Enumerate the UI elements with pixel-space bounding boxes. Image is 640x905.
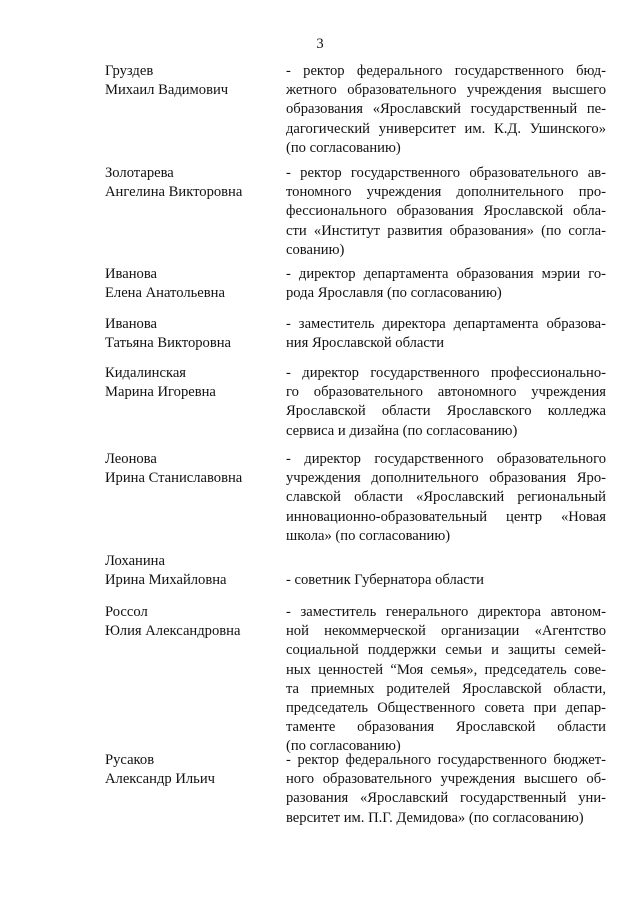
member-surname: Иванова [105,266,157,282]
member-given-names: Елена Анатольевна [105,285,225,302]
member-role [286,265,606,303]
member-entry [105,315,610,353]
member-name [105,265,286,303]
member-role-line: та приемных родителей Ярославской области, [286,680,606,697]
member-surname: Россол [105,604,148,620]
member-name [105,450,286,546]
member-surname: Русаков [105,752,155,768]
member-role [286,164,606,260]
member-role-line: ных ценностей “Моя семья», председатель сове- [286,661,606,678]
member-role-line: рода Ярославля (по согласованию) [286,285,502,302]
member-role-line: ния Ярославской области [286,335,445,352]
member-given-names: Ирина Станиславовна [105,470,243,487]
member-name [105,62,286,158]
member-entry [105,364,610,441]
member-entry [105,751,610,828]
member-role-line: - ректор федерального государственного бюд- [286,63,606,79]
member-role-line [286,552,606,571]
member-role-line: фессионального образования Ярославской обла- [286,203,606,220]
page-number: 3 [316,36,324,52]
member-name [105,603,286,757]
member-given-names: Татьяна Викторовна [105,335,232,352]
member-role-line: сервиса и дизайна (по согласованию) [286,422,518,439]
member-given-names: Михаил Вадимович [105,82,229,99]
member-role-line: Ярославской области Ярославского колледжа [286,403,606,420]
member-entry [105,450,610,546]
member-role-line: го образовательного автономного учреждения [286,384,606,401]
member-role-line: инновационно-образовательный центр «Новая [286,508,606,525]
member-surname: Лоханина [105,553,165,569]
member-role [286,364,606,441]
member-role [286,603,606,757]
member-role-line: (по согласованию) [286,139,401,156]
member-role-line: - ректор государственного образовательного ав- [286,165,606,181]
member-role-line: (по согласованию) [286,738,401,755]
member-given-names: Ирина Михайловна [105,572,227,589]
member-role-line: - директор государственного профессионально- [286,365,606,381]
member-given-names: Марина Игоревна [105,384,216,401]
member-role [286,315,606,353]
member-role [286,552,606,590]
member-entry [105,552,610,590]
member-surname: Груздев [105,63,154,79]
member-role-line: - ректор федерального государственного бюджет- [286,752,606,768]
member-given-names: Юлия Александровна [105,623,241,640]
member-entry [105,265,610,303]
member-role-line: учреждения дополнительного образования Яро- [286,470,606,487]
member-entry [105,164,610,260]
member-role-line: - заместитель генерального директора автоном- [286,604,606,620]
member-role-line: сованию) [286,241,345,258]
member-name [105,164,286,260]
member-role [286,450,606,546]
member-role-line: - заместитель директора департамента образова- [286,316,606,332]
member-role-line: - советник Губернатора области [286,572,484,589]
member-name [105,552,286,590]
member-role-line: славской области «Ярославский региональный [286,489,606,506]
member-entry [105,603,610,757]
member-role-line: верситет им. П.Г. Демидова» (по согласованию) [286,809,584,826]
member-name [105,364,286,441]
member-role-line: тономного учреждения дополнительного про- [286,184,606,201]
member-surname: Леонова [105,451,157,467]
member-surname: Иванова [105,316,157,332]
member-role-line: школа» (по согласованию) [286,527,451,544]
member-role [286,62,606,158]
member-role-line: - директор департамента образования мэрии го- [286,266,606,282]
member-role-line: жетного образовательного учреждения высшего [286,82,606,99]
member-role-line: - директор государственного образовательного [286,451,606,467]
member-surname: Кидалинская [105,365,187,381]
member-name [105,751,286,828]
member-surname: Золотарева [105,165,174,181]
member-role-line: разования «Ярославский государственный уни- [286,790,606,807]
member-role-line: социальной поддержки семьи и защиты семей- [286,642,606,659]
member-role [286,751,606,828]
member-role-line: сти «Институт развития образования» (по согла- [286,222,606,239]
member-role-line: образования «Ярославский государственный пе- [286,101,606,118]
member-role-line: ного образовательного учреждения высшего об- [286,771,606,788]
member-entry [105,62,610,158]
member-given-names: Ангелина Викторовна [105,184,243,201]
member-role-line: дагогический университет им. К.Д. Ушинского» [286,120,606,137]
member-role-line: таменте образования Ярославской области [286,719,606,736]
member-given-names: Александр Ильич [105,771,215,788]
member-role-line: ной некоммерческой организации «Агентство [286,623,606,640]
member-name [105,315,286,353]
member-role-line: председатель Общественного совета при депар- [286,700,606,717]
